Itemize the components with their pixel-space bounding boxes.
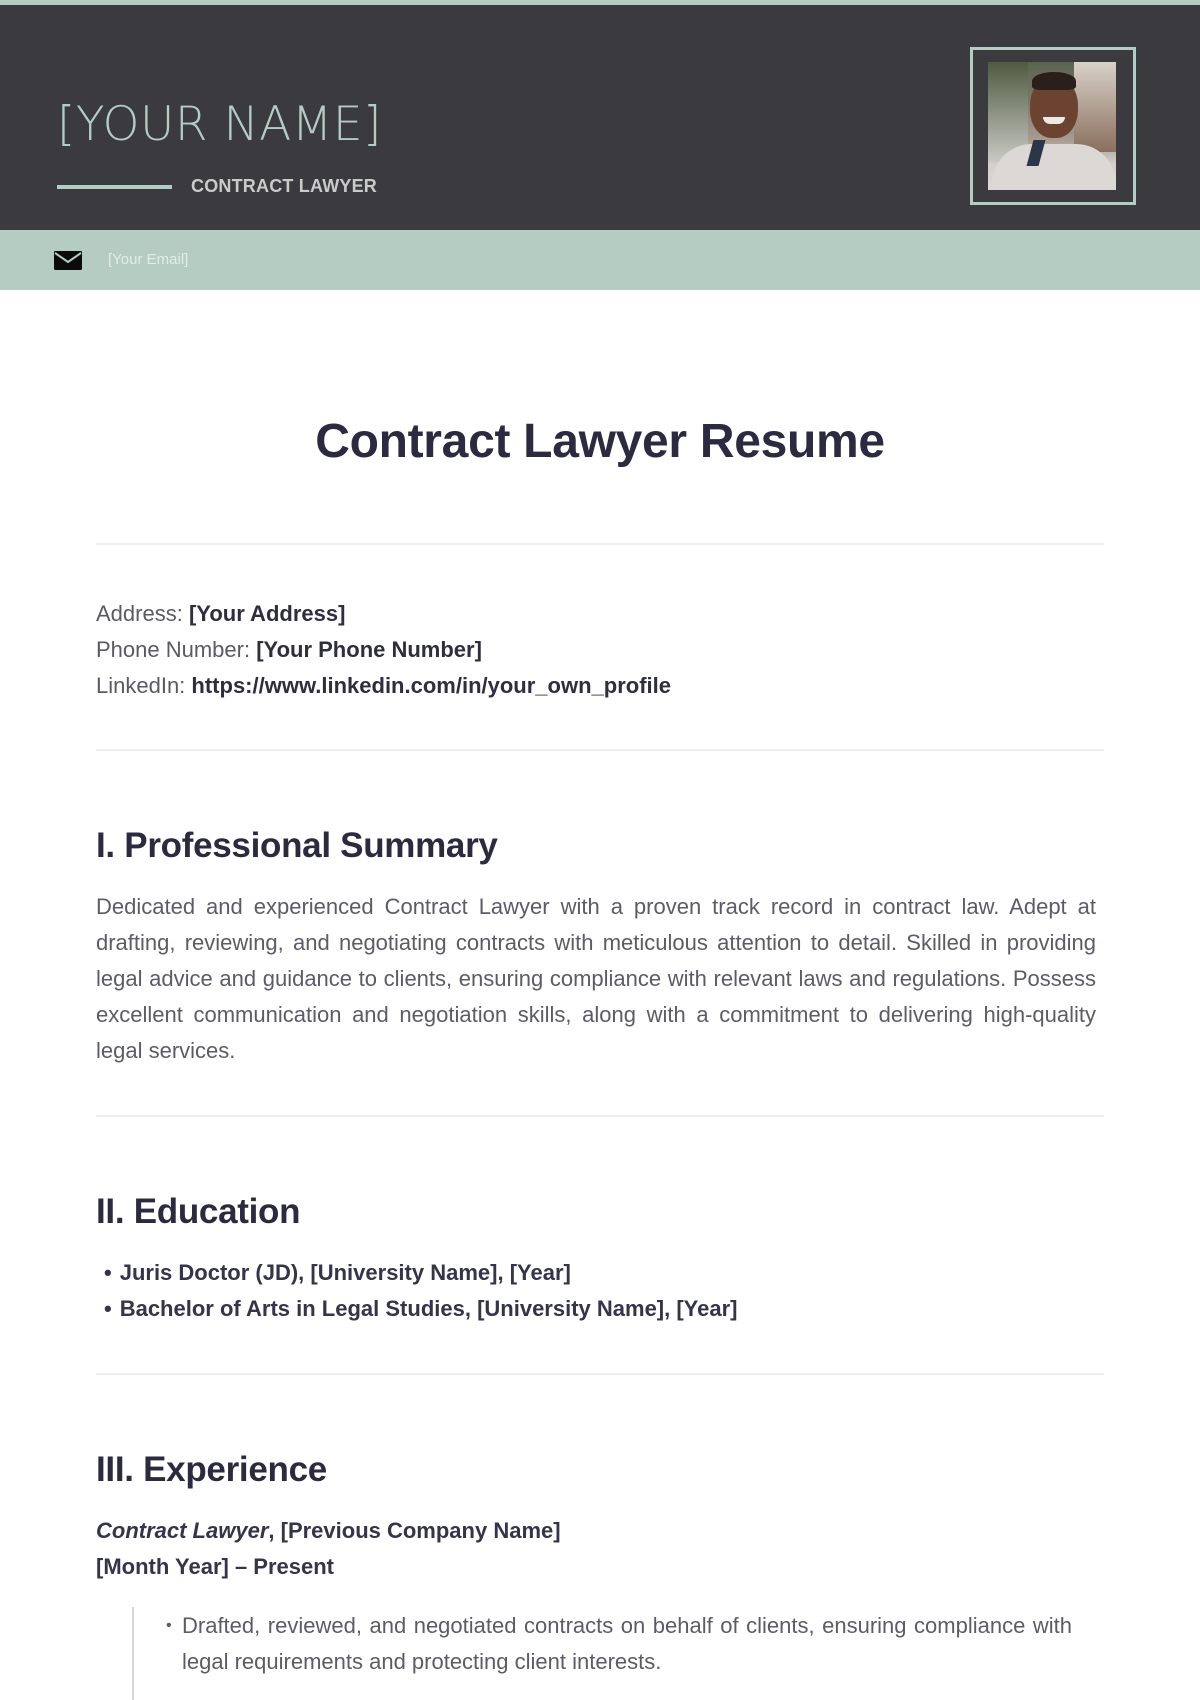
document-title: Contract Lawyer Resume [315, 415, 885, 468]
name-underline [57, 185, 172, 189]
job-entry [96, 1513, 561, 1585]
summary-paragraph: Dedicated and experienced Contract Lawyer with a proven track record in contract law. Adept at drafting, reviewing, and negotiating contracts with meticulous attention to detail. Skilled in providing legal advice and guidance to clients, ensuring compliance with relevant laws and regulations. Possess excellent communication and negotiation skills, along with a commitment to delivering high-quality legal services. [96, 894, 1096, 1063]
divider [96, 749, 1104, 751]
section-heading-education: II. Education [96, 1192, 301, 1231]
section-heading-summary: I. Professional Summary [96, 826, 498, 865]
job-company: , [Previous Company Name] [268, 1518, 561, 1543]
photo-frame [970, 47, 1136, 205]
divider [96, 1373, 1104, 1375]
experience-bullets [166, 1608, 1072, 1680]
candidate-role: CONTRACT LAWYER [191, 176, 377, 196]
contact-value: [Your Address] [188, 601, 346, 626]
contact-linkedin [96, 668, 671, 704]
experience-bullet: • Drafted, reviewed, and negotiated contracts on behalf of clients, ensuring compliance with legal requirements and protecting client interests. [166, 1608, 1072, 1680]
education-item [104, 1255, 738, 1291]
contact-address [96, 596, 671, 632]
education-item-text: Bachelor of Arts in Legal Studies, [University Name], [Year] [119, 1296, 738, 1321]
email-text[interactable]: [Your Email] [108, 251, 189, 268]
contact-details [96, 596, 671, 704]
photo-hair [1032, 72, 1076, 90]
contact-label: Address: [96, 601, 183, 626]
job-title: Contract Lawyer [96, 1518, 269, 1543]
contact-label: LinkedIn: [96, 673, 186, 698]
education-list [104, 1255, 738, 1327]
contact-bar [0, 230, 1200, 290]
job-title-line [96, 1513, 561, 1549]
photo-smile [1043, 117, 1065, 124]
linkedin-link[interactable]: https://www.linkedin.com/in/your_own_profile [191, 673, 671, 698]
education-item [104, 1291, 738, 1327]
contact-phone [96, 632, 671, 668]
photo-shirt [992, 144, 1116, 190]
section-heading-experience: III. Experience [96, 1450, 327, 1489]
contact-value: [Your Phone Number] [256, 637, 482, 662]
education-item-text: Juris Doctor (JD), [University Name], [Year] [119, 1260, 571, 1285]
photo-background-right [1074, 62, 1116, 152]
contact-label: Phone Number: [96, 637, 251, 662]
candidate-name: [YOUR NAME] [57, 97, 382, 152]
job-dates: [Month Year] – Present [96, 1554, 334, 1579]
experience-left-rule [132, 1607, 134, 1700]
envelope-icon [54, 251, 82, 270]
resume-header [0, 5, 1200, 230]
profile-photo [988, 62, 1116, 190]
divider [96, 543, 1104, 545]
divider [96, 1115, 1104, 1117]
